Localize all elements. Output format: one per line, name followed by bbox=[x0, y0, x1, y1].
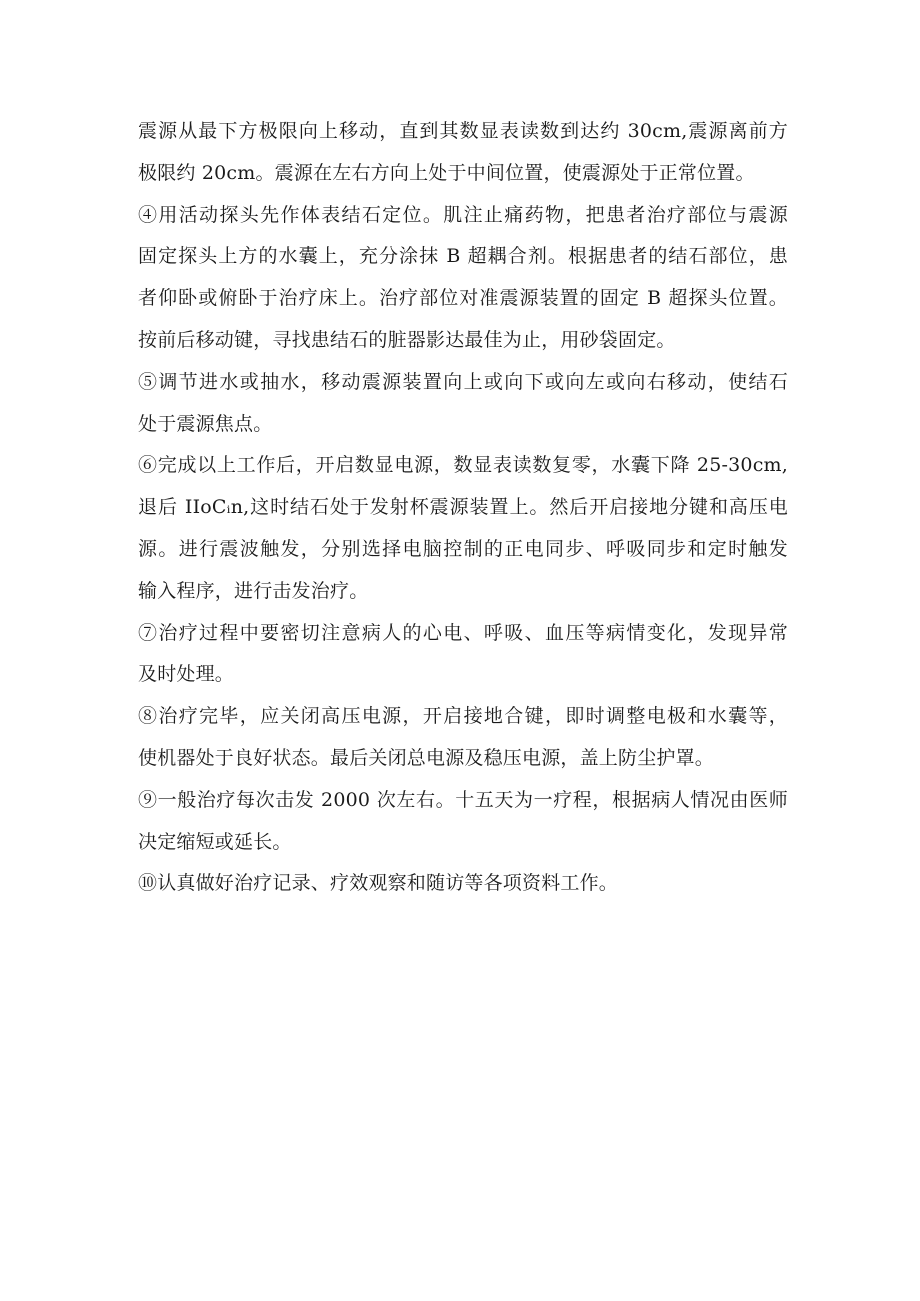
text-line: 震源从最下方极限向上移动，直到其数显表读数到达约 30cm,震源离前方 bbox=[138, 120, 788, 142]
text-line: 决定缩短或延长。 bbox=[138, 830, 292, 853]
text-line: 输入程序，进行击发治疗。 bbox=[138, 579, 369, 602]
text-line: 源。进行震波触发，分别选择电脑控制的正电同步、呼吸同步和定时触发 bbox=[138, 537, 788, 560]
text-line: 及时处理。 bbox=[138, 663, 235, 686]
text-line: ④用活动探头先作体表结石定位。肌注止痛药物，把患者治疗部位与震源 bbox=[138, 203, 788, 226]
text-line: ⑤调节进水或抽水，移动震源装置向上或向下或向左或向右移动，使结石 bbox=[138, 370, 788, 393]
text-line: ⑨一般治疗每次击发 2000 次左右。十五天为一疗程，根据病人情况由医师 bbox=[138, 788, 788, 811]
document-body bbox=[138, 111, 788, 905]
text-line: 按前后移动键，寻找患结石的脏器影达最佳为止，用砂袋固定。 bbox=[138, 328, 676, 351]
text-line: 处于震源焦点。 bbox=[138, 412, 273, 435]
text-line: 者仰卧或俯卧于治疗床上。治疗部位对准震源装置的固定 B 超探头位置。 bbox=[138, 287, 788, 310]
text-line: 极限约 20cm。震源在左右方向上处于中间位置，使震源处于正常位置。 bbox=[138, 161, 755, 184]
text-line: 固定探头上方的水囊上，充分涂抹 B 超耦合剂。根据患者的结石部位，患 bbox=[138, 245, 788, 268]
text-line: ⑧治疗完毕，应关闭高压电源，开启接地合键，即时调整电极和水囊等， bbox=[138, 705, 788, 728]
text-line: 退后 IIoCᵢn,这时结石处于发射杯震源装置上。然后开启接地分键和高压电 bbox=[138, 496, 788, 519]
text-line: ⑩认真做好治疗记录、疗效观察和随访等各项资料工作。 bbox=[138, 872, 619, 895]
text-line: ⑦治疗过程中要密切注意病人的心电、呼吸、血压等病情变化，发现异常 bbox=[138, 621, 788, 644]
text-line: ⑥完成以上工作后，开启数显电源，数显表读数复零，水囊下降 25-30cm, bbox=[138, 454, 788, 477]
text-line: 使机器处于良好状态。最后关闭总电源及稳压电源，盖上防尘护罩。 bbox=[138, 746, 715, 769]
